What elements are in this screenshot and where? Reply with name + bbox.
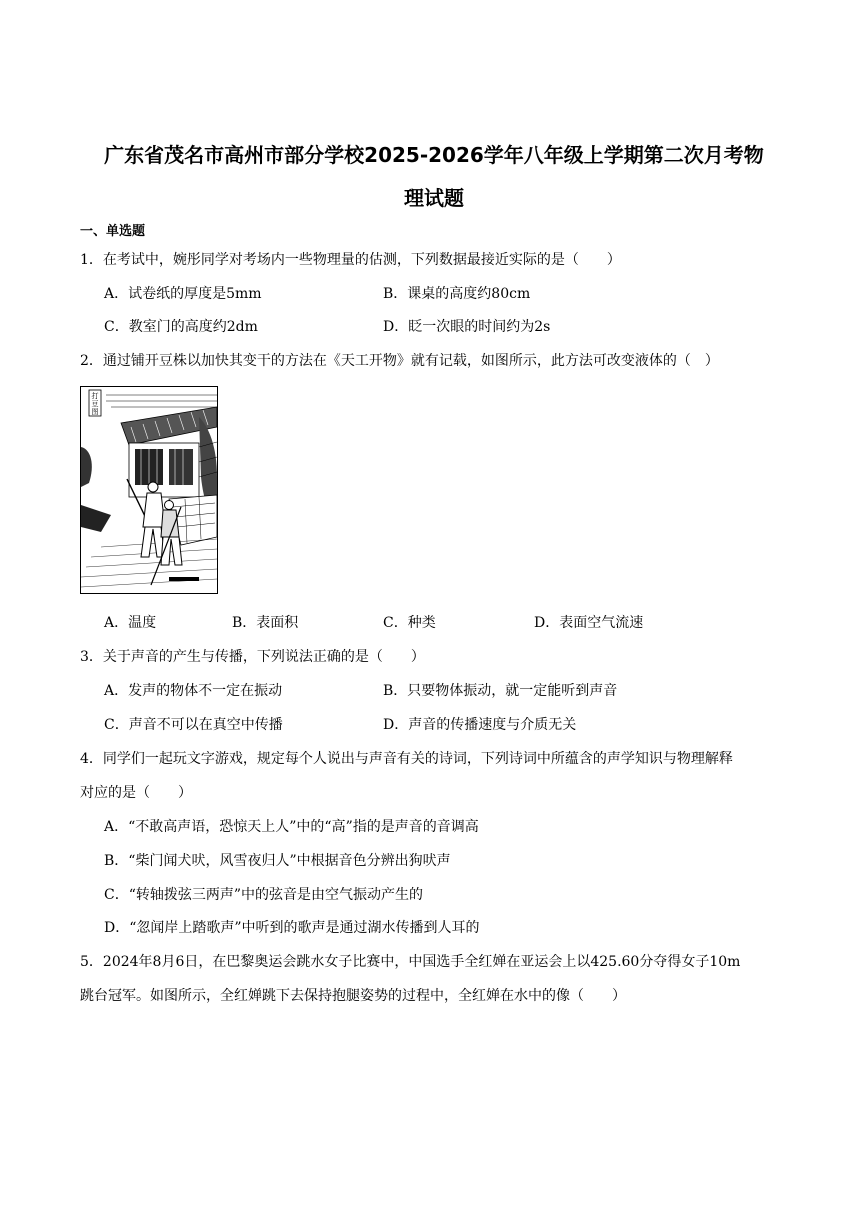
question-2-stem: 2．通过铺开豆株以加快其变干的方法在《天工开物》就有记载，如图所示，此方法可改变液体的（ ） bbox=[80, 353, 719, 369]
question-1-option-d: D．眨一次眼的时间约为2s bbox=[383, 319, 551, 335]
question-4-option-c: C．“转轴拨弦三两声”中的弦音是由空气振动产生的 bbox=[104, 887, 424, 903]
woodblock-illustration bbox=[80, 386, 218, 594]
question-2-option-a: A．温度 bbox=[104, 615, 157, 631]
question-5-stem-line1: 5．2024年8月6日，在巴黎奥运会跳水女子比赛中，中国选手全红婵在亚运会上以425.60分夺得女子10m bbox=[80, 954, 741, 970]
question-2-option-c: C．种类 bbox=[383, 615, 436, 631]
threshing-scene-image bbox=[81, 387, 217, 593]
figure-caption: 打豆图 bbox=[91, 392, 99, 416]
question-4-stem-line2: 对应的是（ ） bbox=[80, 785, 192, 801]
question-3-option-d: D．声音的传播速度与介质无关 bbox=[383, 717, 577, 733]
section-heading: 一、单选题 bbox=[80, 224, 146, 239]
question-4-option-a: A．“不敢高声语，恐惊天上人”中的“高”指的是声音的音调高 bbox=[104, 819, 479, 835]
question-4-option-b: B．“柴门闻犬吠，风雪夜归人”中根据音色分辨出狗吠声 bbox=[104, 853, 451, 869]
question-4-option-d: D．“忽闻岸上踏歌声”中听到的歌声是通过湖水传播到人耳的 bbox=[104, 920, 480, 936]
exam-title-line1: 广东省茂名市高州市部分学校2025-2026学年八年级上学期第二次月考物 bbox=[104, 143, 764, 167]
question-3-stem: 3．关于声音的产生与传播，下列说法正确的是（ ） bbox=[80, 649, 425, 665]
question-1-option-b: B．课桌的高度约80cm bbox=[383, 286, 531, 302]
question-3-option-c: C．声音不可以在真空中传播 bbox=[104, 717, 283, 733]
question-3-option-a: A．发声的物体不一定在振动 bbox=[104, 683, 283, 699]
question-2-option-b: B．表面积 bbox=[232, 615, 299, 631]
question-4-stem-line1: 4．同学们一起玩文字游戏，规定每个人说出与声音有关的诗词，下列诗词中所蕴含的声学知识与物理解释 bbox=[80, 751, 733, 767]
exam-title-line2: 理试题 bbox=[404, 186, 464, 210]
question-1-option-c: C．教室门的高度约2dm bbox=[104, 319, 258, 335]
question-3-option-b: B．只要物体振动，就一定能听到声音 bbox=[383, 683, 618, 699]
question-5-stem-line2: 跳台冠军。如图所示，全红婵跳下去保持抱腿姿势的过程中，全红婵在水中的像（ ） bbox=[80, 988, 626, 1004]
question-2-option-d: D．表面空气流速 bbox=[534, 615, 644, 631]
question-1-stem: 1．在考试中，婉彤同学对考场内一些物理量的估测，下列数据最接近实际的是（ ） bbox=[80, 252, 621, 268]
question-1-option-a: A．试卷纸的厚度是5mm bbox=[104, 286, 262, 302]
